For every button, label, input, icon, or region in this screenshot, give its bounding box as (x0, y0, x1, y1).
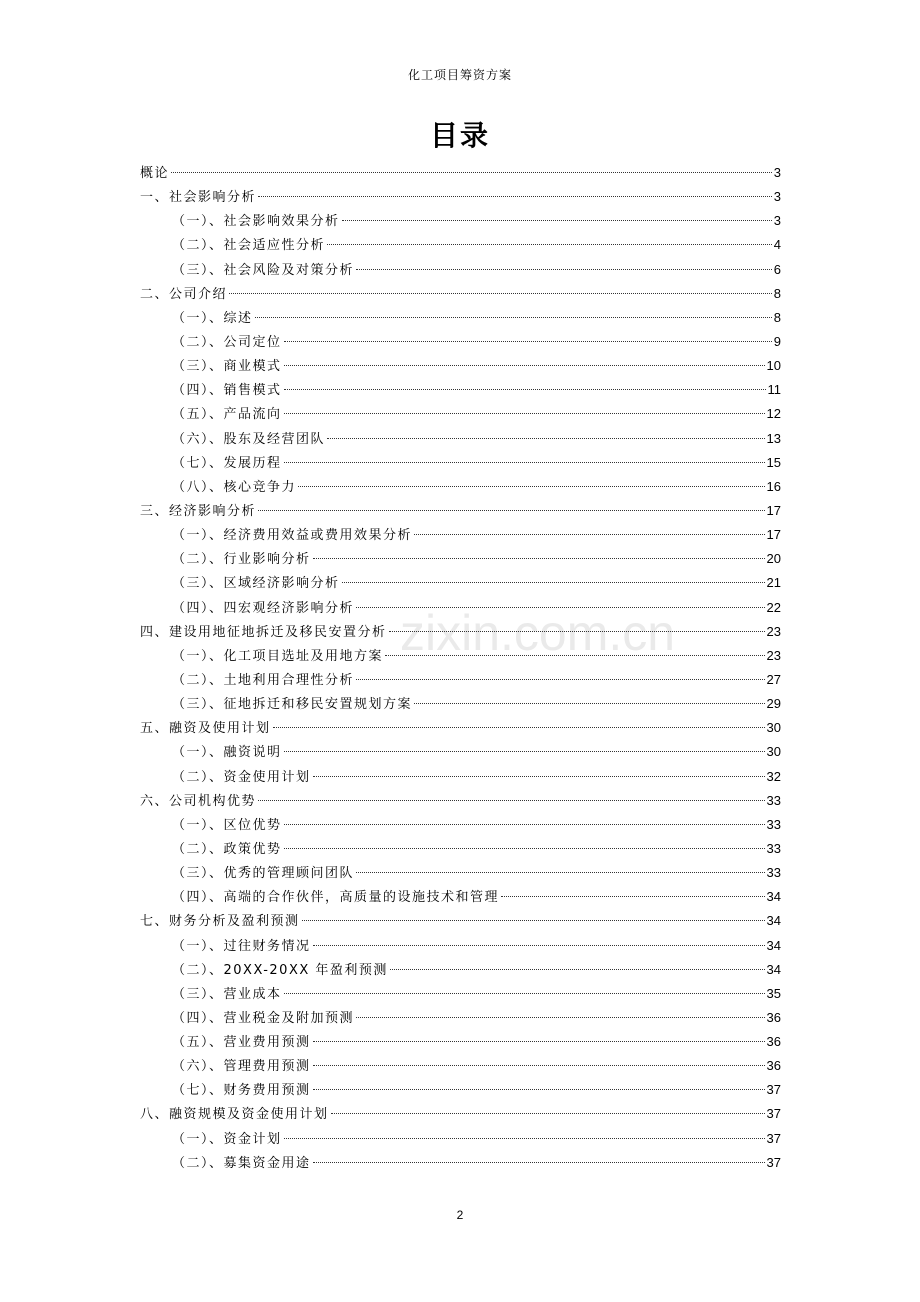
toc-entry-page-number: 37 (766, 1154, 781, 1170)
toc-entry-page-number: 17 (766, 502, 781, 518)
toc-entry-page-number: 22 (766, 599, 781, 615)
toc-dot-leader (229, 293, 772, 294)
toc-entry-label: （二）、资金使用计划 (172, 769, 311, 785)
toc-entry-label: （七）、财务费用预测 (172, 1083, 311, 1099)
toc-entry[interactable] (140, 596, 781, 620)
toc-entry-page-number: 10 (766, 358, 781, 374)
toc-entry-label: （三）、优秀的管理顾问团队 (172, 866, 355, 882)
toc-entry[interactable] (140, 306, 781, 330)
toc-entry[interactable] (140, 789, 781, 813)
toc-dot-leader (313, 558, 765, 559)
toc-entry[interactable] (140, 451, 781, 475)
toc-dot-leader (284, 993, 765, 994)
toc-entry-label: （三）、商业模式 (172, 359, 282, 375)
toc-entry-page-number: 30 (766, 744, 781, 760)
toc-dot-leader (331, 1113, 765, 1114)
toc-entry-page-number: 36 (766, 1058, 781, 1074)
toc-dot-leader (258, 800, 765, 801)
toc-entry-label: （四）、销售模式 (172, 383, 282, 399)
toc-dot-leader (313, 1162, 765, 1163)
toc-dot-leader (414, 703, 765, 704)
toc-entry[interactable] (140, 402, 781, 426)
toc-dot-leader (255, 317, 772, 318)
page-number: 2 (456, 1208, 464, 1222)
toc-entry[interactable] (140, 692, 781, 716)
toc-entry[interactable] (140, 499, 781, 523)
toc-entry[interactable] (140, 620, 781, 644)
toc-entry[interactable] (140, 1054, 781, 1078)
toc-entry-label: （二）、政策优势 (172, 841, 282, 857)
toc-dot-leader (284, 824, 765, 825)
toc-entry[interactable] (140, 427, 781, 451)
page-title: 目录 (429, 119, 490, 152)
toc-entry-page-number: 8 (773, 309, 781, 325)
toc-dot-leader (313, 776, 765, 777)
toc-dot-leader (313, 1041, 765, 1042)
toc-entry-label: （三）、征地拆迁和移民安置规划方案 (172, 697, 413, 713)
toc-entry-label: （一）、区位优势 (172, 817, 282, 833)
toc-entry-label: 概论 (140, 166, 170, 181)
toc-entry-label: （五）、营业费用预测 (172, 1035, 311, 1051)
toc-entry-page-number: 37 (766, 1082, 781, 1098)
toc-entry[interactable] (140, 861, 781, 885)
table-of-contents (140, 161, 781, 1175)
toc-entry[interactable] (140, 354, 781, 378)
toc-dot-leader (385, 655, 765, 656)
toc-entry-label: 七、财务分析及盈利预测 (140, 914, 300, 930)
toc-entry-label: （二）、行业影响分析 (172, 552, 311, 568)
toc-entry-page-number: 34 (766, 889, 781, 905)
toc-dot-leader (313, 1065, 765, 1066)
toc-entry-label: （一）、过往财务情况 (172, 938, 311, 954)
toc-entry-label: （六）、管理费用预测 (172, 1059, 311, 1075)
toc-entry-page-number: 17 (766, 527, 781, 543)
toc-dot-leader (414, 534, 765, 535)
toc-dot-leader (258, 196, 772, 197)
toc-entry-label: （三）、社会风险及对策分析 (172, 262, 355, 278)
toc-entry-page-number: 32 (766, 768, 781, 784)
toc-dot-leader (284, 848, 765, 849)
toc-entry[interactable] (140, 644, 781, 668)
toc-entry-label: （四）、四宏观经济影响分析 (172, 600, 355, 616)
toc-entry-page-number: 15 (766, 454, 781, 470)
toc-entry[interactable] (140, 282, 781, 306)
toc-entry[interactable] (140, 161, 781, 185)
toc-dot-leader (284, 365, 765, 366)
toc-entry-label: （四）、营业税金及附加预测 (172, 1010, 355, 1026)
toc-entry[interactable] (140, 523, 781, 547)
toc-entry-page-number: 3 (773, 213, 781, 229)
toc-entry-page-number: 34 (766, 937, 781, 953)
toc-entry-label: （二）、公司定位 (172, 334, 282, 350)
toc-dot-leader (390, 969, 765, 970)
toc-dot-leader (313, 1089, 765, 1090)
toc-dot-leader (327, 244, 772, 245)
toc-dot-leader (284, 341, 772, 342)
watermark: zixin.com.cn (400, 605, 676, 661)
toc-entry-label: 一、社会影响分析 (140, 190, 257, 206)
toc-entry-label: （一）、社会影响效果分析 (172, 214, 340, 230)
toc-entry-page-number: 33 (766, 792, 781, 808)
toc-entry-page-number: 20 (766, 551, 781, 567)
toc-entry[interactable] (140, 547, 781, 571)
toc-entry[interactable] (140, 330, 781, 354)
toc-entry-page-number: 4 (773, 237, 781, 253)
toc-entry-page-number: 11 (767, 382, 781, 398)
toc-entry-label: （七）、发展历程 (172, 455, 282, 471)
toc-entry-label: （二）、募集资金用途 (172, 1155, 311, 1171)
toc-dot-leader (298, 486, 765, 487)
toc-entry[interactable] (140, 1006, 781, 1030)
toc-entry-page-number: 21 (766, 575, 781, 591)
toc-entry[interactable] (140, 1102, 781, 1126)
toc-entry-label: （三）、区域经济影响分析 (172, 576, 340, 592)
toc-dot-leader (342, 582, 765, 583)
toc-entry-page-number: 29 (766, 696, 781, 712)
toc-entry-label: （五）、产品流向 (172, 407, 282, 423)
toc-entry[interactable] (140, 1030, 781, 1054)
toc-entry-page-number: 33 (766, 840, 781, 856)
toc-entry-page-number: 9 (773, 333, 781, 349)
toc-dot-leader (342, 220, 772, 221)
toc-entry-page-number: 36 (766, 1034, 781, 1050)
toc-entry[interactable] (140, 571, 781, 595)
toc-entry-page-number: 27 (766, 671, 781, 687)
toc-entry-page-number: 3 (773, 165, 781, 180)
toc-entry-label: （二）、土地利用合理性分析 (172, 672, 355, 688)
toc-entry-label: （四）、高端的合作伙伴，高质量的设施技术和管理 (172, 890, 500, 906)
toc-entry-label: 三、经济影响分析 (140, 503, 257, 519)
toc-entry[interactable] (140, 765, 781, 789)
toc-entry-label: （三）、营业成本 (172, 986, 282, 1002)
toc-entry[interactable] (140, 837, 781, 861)
toc-entry-page-number: 3 (773, 189, 781, 205)
toc-entry-page-number: 23 (766, 647, 781, 663)
toc-entry[interactable] (140, 1078, 781, 1102)
toc-entry-page-number: 37 (766, 1106, 781, 1122)
toc-entry[interactable] (140, 258, 781, 282)
toc-entry-label: 二、公司介绍 (140, 286, 228, 302)
toc-entry-page-number: 33 (766, 816, 781, 832)
toc-entry-label: （二）、社会适应性分析 (172, 238, 326, 254)
toc-entry-page-number: 34 (766, 961, 781, 977)
toc-entry[interactable] (140, 885, 781, 909)
toc-dot-leader (389, 631, 765, 632)
toc-entry[interactable] (140, 909, 781, 933)
toc-entry-label: （一）、经济费用效益或费用效果分析 (172, 528, 413, 544)
toc-entry[interactable] (140, 209, 781, 233)
toc-entry-page-number: 12 (766, 406, 781, 422)
toc-entry-page-number: 30 (766, 720, 781, 736)
toc-dot-leader (356, 679, 765, 680)
toc-entry-label: （二）、20XX-20XX 年盈利预测 (172, 962, 388, 978)
toc-dot-leader (284, 389, 766, 390)
toc-entry-label: 五、融资及使用计划 (140, 721, 271, 737)
toc-dot-leader (313, 945, 765, 946)
toc-entry[interactable] (140, 185, 781, 209)
toc-entry-label: （六）、股东及经营团队 (172, 431, 326, 447)
page-header: 化工项目筹资方案 (407, 68, 512, 82)
toc-entry[interactable] (140, 233, 781, 257)
toc-entry-page-number: 13 (766, 430, 781, 446)
toc-entry[interactable] (140, 740, 781, 764)
toc-dot-leader (273, 727, 765, 728)
toc-entry[interactable] (140, 1127, 781, 1151)
toc-dot-leader (284, 1138, 765, 1139)
toc-entry[interactable] (140, 982, 781, 1006)
toc-entry-label: （一）、资金计划 (172, 1131, 282, 1147)
toc-entry-page-number: 6 (773, 261, 781, 277)
toc-entry-page-number: 16 (766, 478, 781, 494)
toc-dot-leader (327, 438, 765, 439)
toc-entry[interactable] (140, 934, 781, 958)
toc-entry[interactable] (140, 1151, 781, 1175)
toc-entry-page-number: 8 (773, 285, 781, 301)
toc-dot-leader (356, 269, 772, 270)
toc-entry-page-number: 36 (766, 1009, 781, 1025)
toc-entry-page-number: 37 (766, 1130, 781, 1146)
toc-dot-leader (284, 751, 765, 752)
toc-entry-label: （一）、融资说明 (172, 745, 282, 761)
toc-entry-page-number: 35 (766, 985, 781, 1001)
toc-entry[interactable] (140, 475, 781, 499)
toc-entry-label: 六、公司机构优势 (140, 793, 257, 809)
toc-dot-leader (302, 920, 765, 921)
toc-dot-leader (171, 172, 772, 173)
toc-entry[interactable] (140, 378, 781, 402)
toc-dot-leader (284, 462, 765, 463)
toc-entry-page-number: 34 (766, 913, 781, 929)
toc-entry-page-number: 23 (766, 623, 781, 639)
toc-entry[interactable] (140, 716, 781, 740)
toc-entry-label: 八、融资规模及资金使用计划 (140, 1107, 329, 1123)
toc-entry-label: （一）、化工项目选址及用地方案 (172, 648, 384, 664)
toc-dot-leader (284, 413, 765, 414)
toc-entry-label: 四、建设用地征地拆迁及移民安置分析 (140, 624, 387, 640)
toc-dot-leader (356, 872, 765, 873)
toc-entry-label: （一）、综述 (172, 310, 253, 326)
toc-dot-leader (356, 1017, 765, 1018)
toc-entry[interactable] (140, 813, 781, 837)
toc-entry-page-number: 33 (766, 865, 781, 881)
toc-entry-label: （八）、核心竞争力 (172, 479, 297, 495)
toc-entry[interactable] (140, 668, 781, 692)
toc-dot-leader (501, 896, 765, 897)
toc-dot-leader (356, 607, 765, 608)
toc-dot-leader (258, 510, 765, 511)
toc-entry[interactable] (140, 958, 781, 982)
